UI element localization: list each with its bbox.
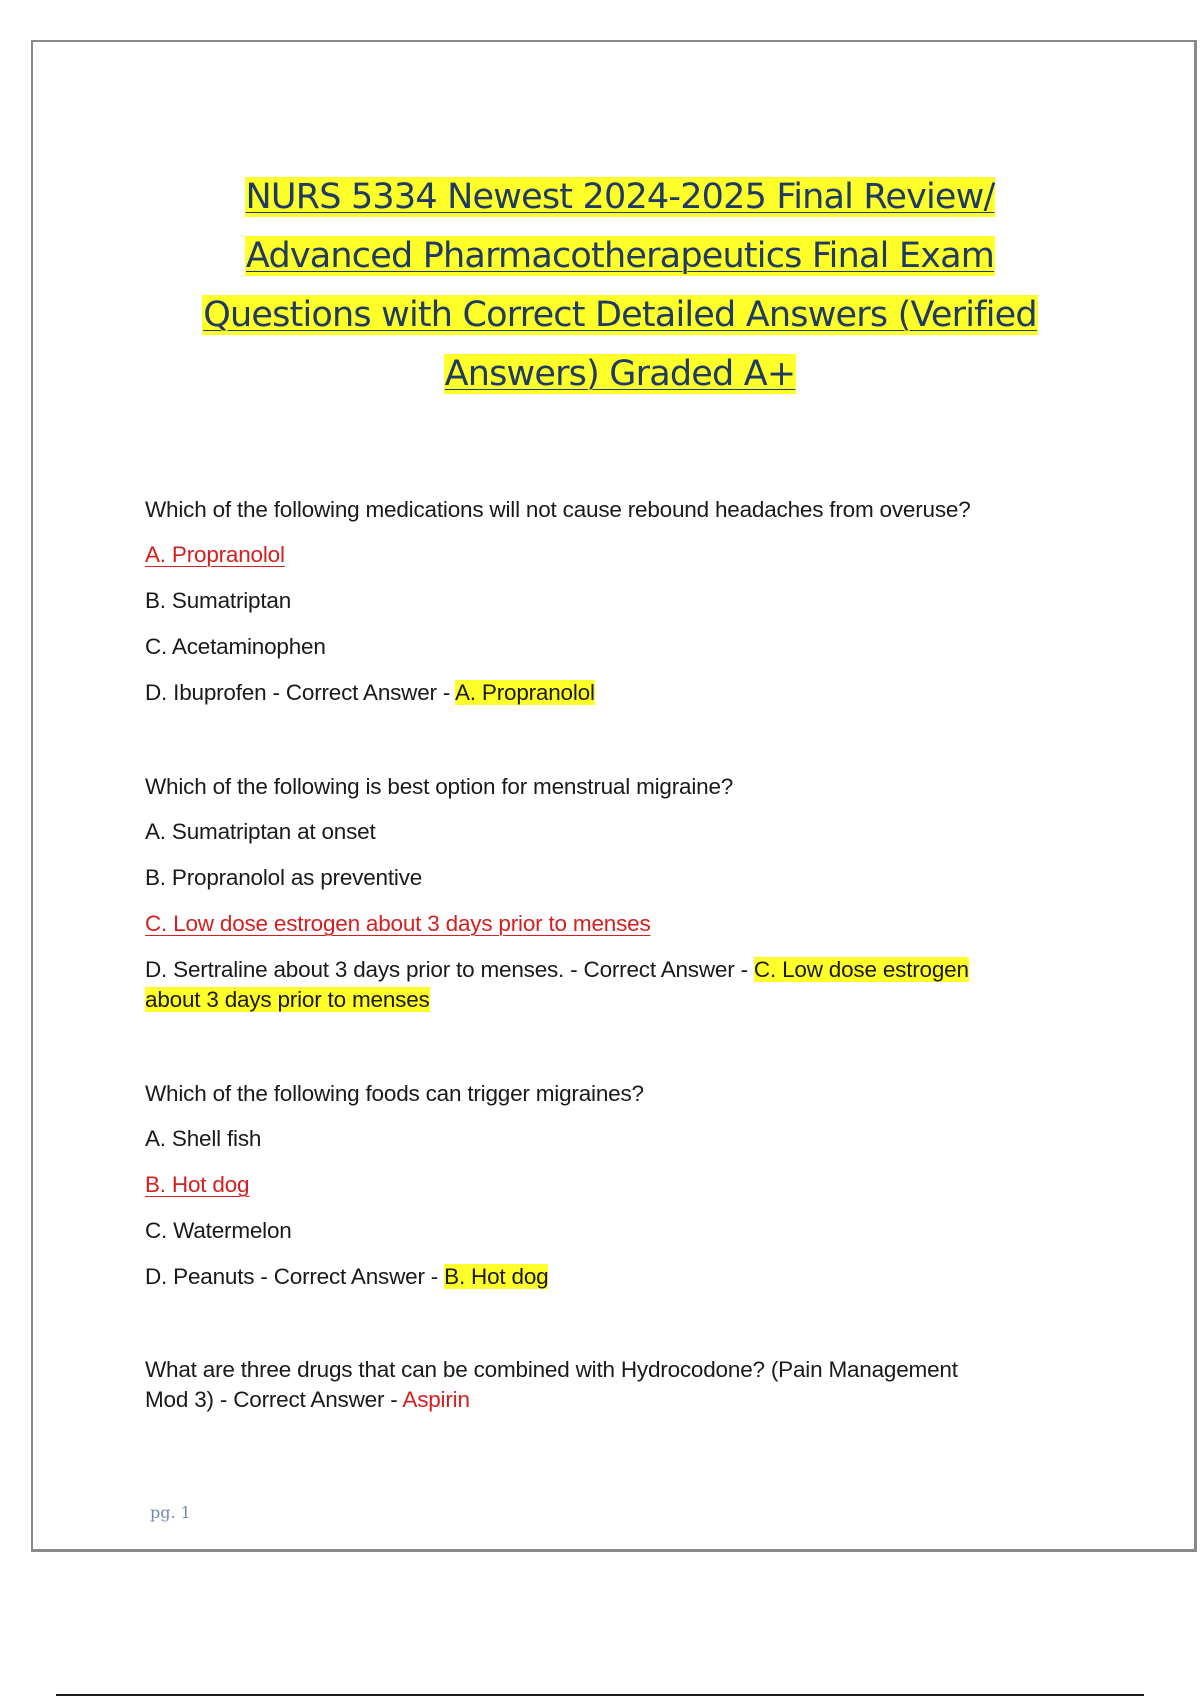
correct-answer-highlight: B. Hot dog: [444, 1264, 549, 1289]
title-line-1: NURS 5334 Newest 2024-2025 Final Review/: [245, 177, 995, 217]
option-b: B. Sumatriptan: [145, 588, 292, 613]
option-c: C. Acetaminophen: [145, 634, 326, 659]
option-a: A. Shell fish: [145, 1126, 262, 1151]
option-c: C. Watermelon: [145, 1218, 292, 1243]
title-line-2: Advanced Pharmacotherapeutics Final Exam: [245, 236, 995, 276]
option-d-with-answer: D. Peanuts - Correct Answer - B. Hot dog: [145, 1264, 549, 1289]
question-text: Which of the following medications will not cause rebound headaches from overuse?: [145, 497, 971, 522]
correct-answer-highlight-cont: about 3 days prior to menses: [145, 987, 430, 1012]
option-d-with-answer: D. Sertraline about 3 days prior to menses. - Correct Answer - C. Low dose estrogen about 3 days prior to menses: [145, 957, 969, 1012]
document-title: [140, 168, 1100, 404]
answer-prefix: Correct Answer: [273, 1264, 425, 1289]
option-d: D. Ibuprofen: [145, 680, 267, 705]
question-block-1: [145, 495, 1085, 708]
title-line-3: Questions with Correct Detailed Answers (Verified: [203, 295, 1037, 335]
option-c-correct: C. Low dose estrogen about 3 days prior to menses: [145, 911, 651, 936]
option-d: D. Peanuts: [145, 1264, 255, 1289]
question-text: Which of the following is best option for menstrual migraine?: [145, 774, 734, 799]
question-text: Which of the following foods can trigger migraines?: [145, 1081, 644, 1106]
page-number: pg. 1: [150, 1503, 191, 1522]
correct-answer-highlight: A. Propranolol: [455, 680, 595, 705]
answer-prefix: Correct Answer: [285, 680, 437, 705]
option-d-with-answer: D. Ibuprofen - Correct Answer - A. Propranolol: [145, 680, 595, 705]
question-block-3: [145, 1079, 1085, 1292]
question-block-2: [145, 772, 1085, 1015]
bottom-rule: [56, 1694, 1144, 1696]
question-block-4: [145, 1355, 1085, 1415]
correct-answer-highlight: C. Low dose estrogen: [753, 957, 969, 982]
correct-answer: Aspirin: [402, 1387, 470, 1412]
answer-prefix: Correct Answer: [583, 957, 735, 982]
question-text: What are three drugs that can be combined with Hydrocodone? (Pain Management Mod 3) - Correct Answer - Aspirin: [145, 1357, 958, 1412]
option-a-correct: A. Propranolol: [145, 542, 285, 567]
option-a: A. Sumatriptan at onset: [145, 819, 376, 844]
option-b: B. Propranolol as preventive: [145, 865, 423, 890]
title-line-4: Answers) Graded A+: [444, 354, 796, 394]
option-d: D. Sertraline about 3 days prior to menses.: [145, 957, 565, 982]
answer-prefix: Correct Answer: [233, 1387, 385, 1412]
option-b-correct: B. Hot dog: [145, 1172, 250, 1197]
